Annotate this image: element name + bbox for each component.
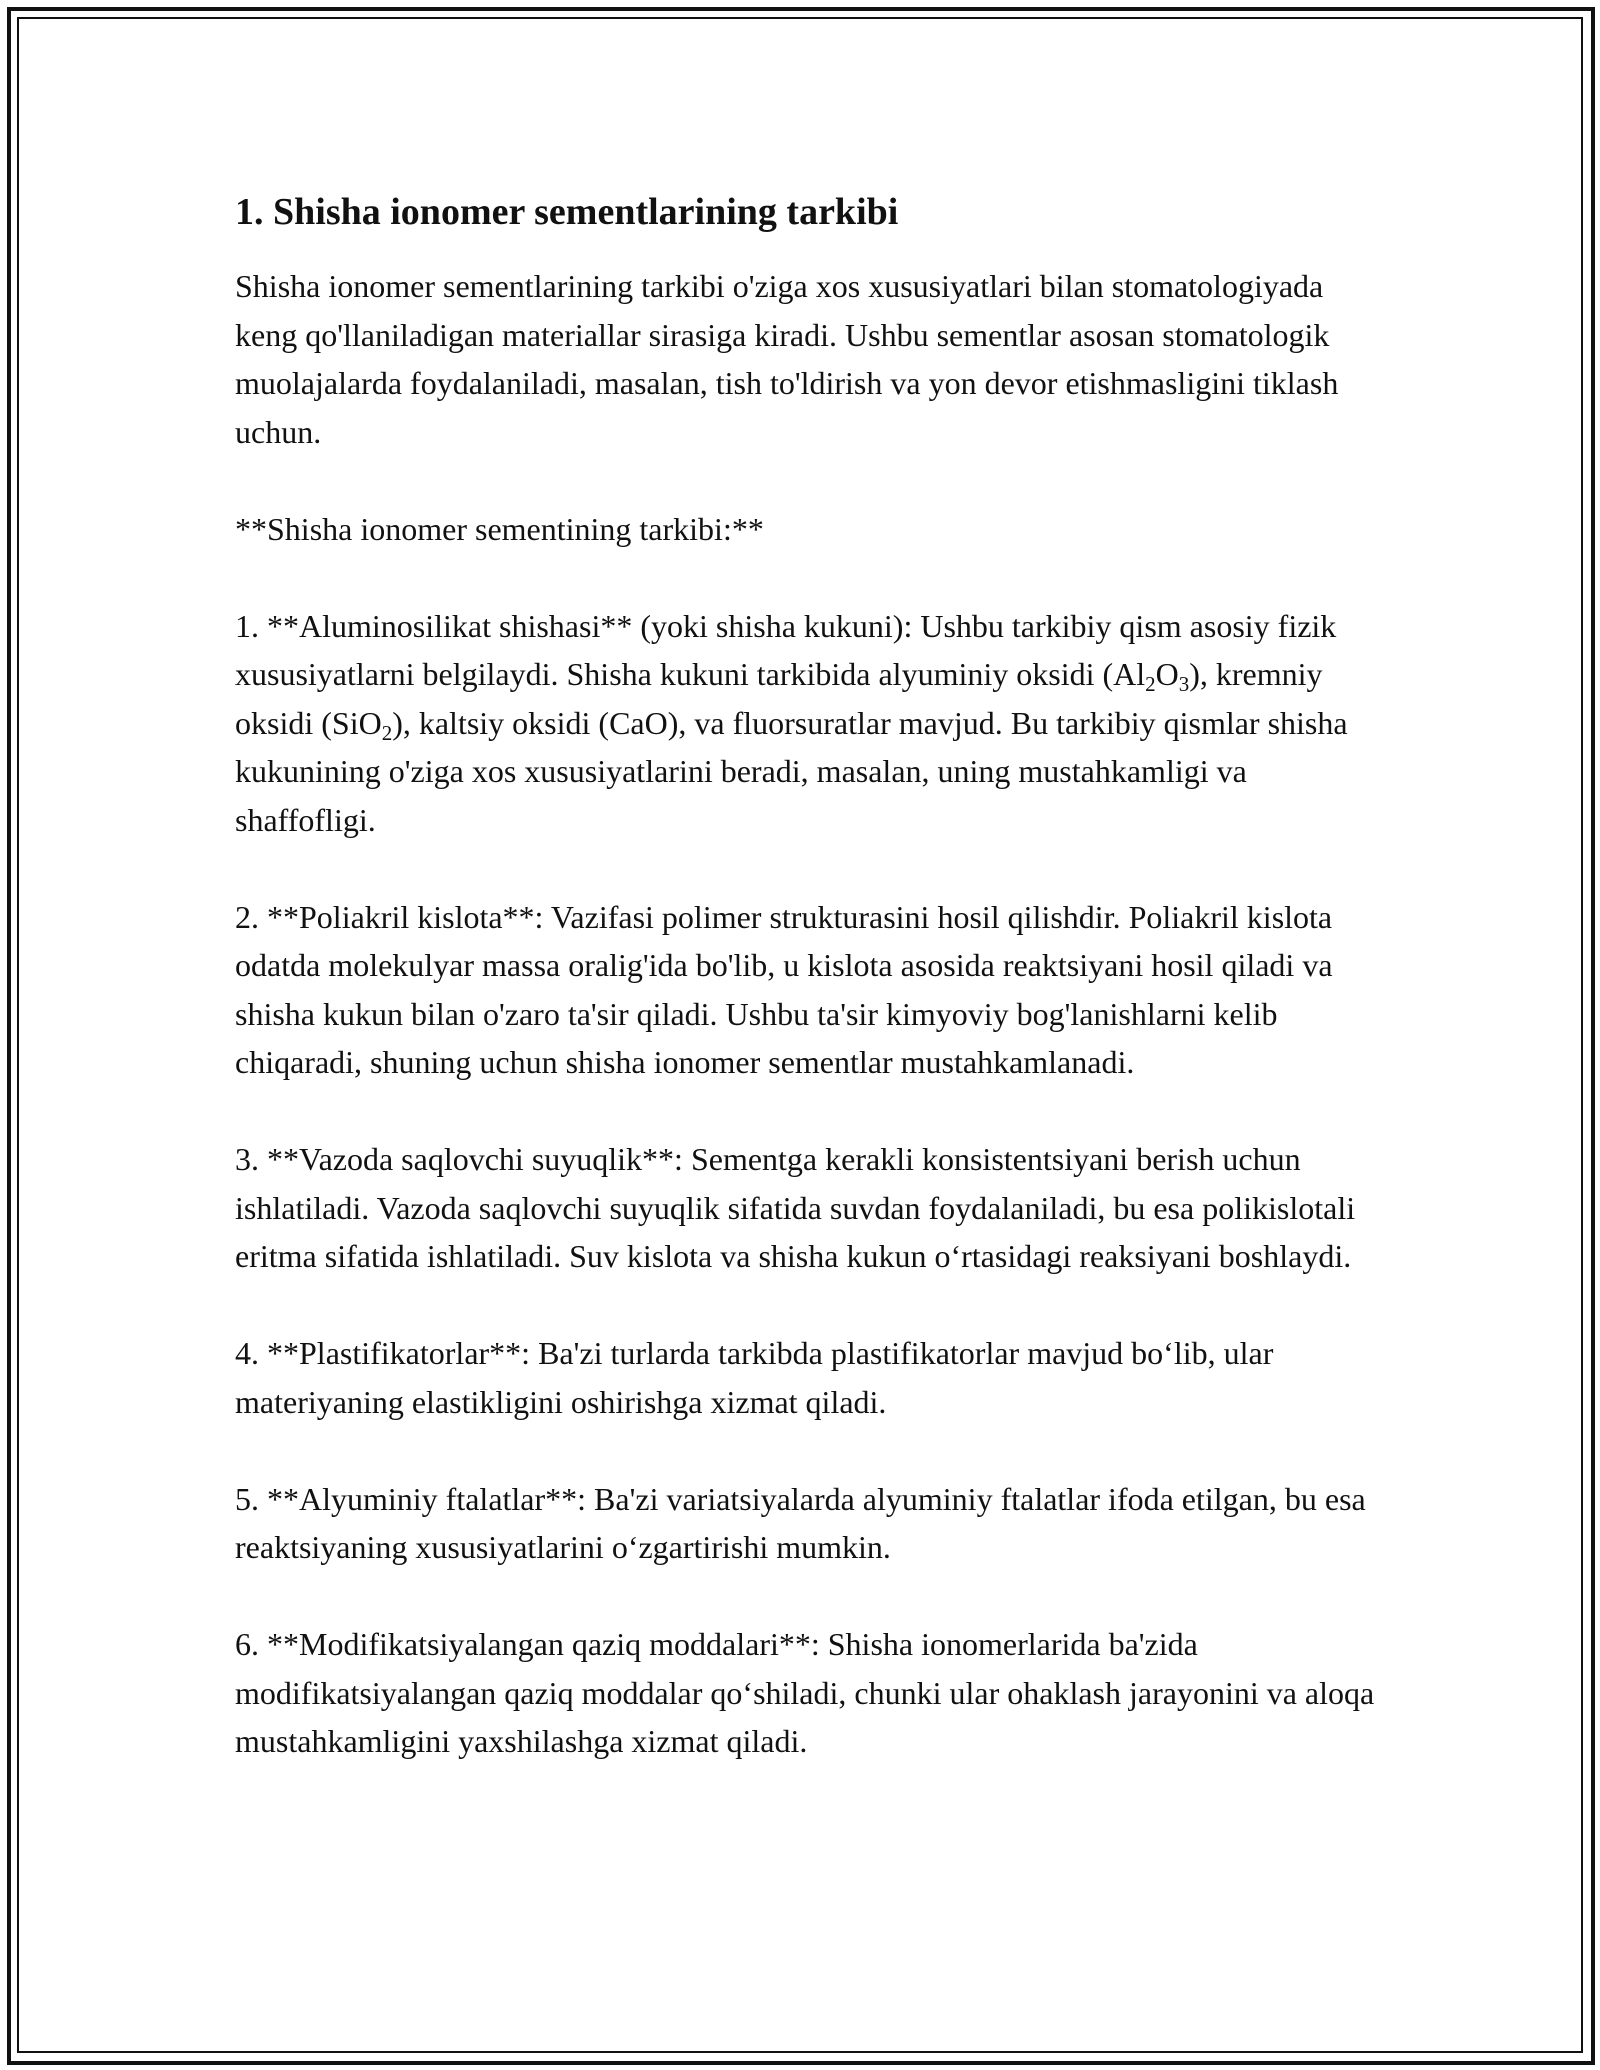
list-item-aluminosilicate-glass <box>235 602 1385 845</box>
item1-text-a: 1. **Aluminosilikat shishasi** (yoki shisha kukuni): Ushbu tarkibiy qism asosiy fizik xususiyatlarni belgilaydi. Shisha kukuni tarkibida alyuminiy oksidi (Al <box>235 607 1337 692</box>
list-item-liquid: 3. **Vazoda saqlovchi suyuqlik**: Sementga kerakli konsistentsiyani berish uchun ishlatiladi. Vazoda saqlovchi suyuqlik sifatida suvdan foydalaniladi, bu esa polikislotali eritma sifatida ishlatiladi. Suv kislota va shisha kukun o‘rtasidagi reaksiyani boshlaydi. <box>235 1141 1356 1274</box>
item1-subscript-a: 2 <box>1145 672 1156 696</box>
item1-text-d: ), kaltsiy oksidi (CaO), va fluorsuratlar mavjud. Bu tarkibiy qismlar shisha kukunining o'ziga xos xususiyatlarini beradi, masalan, uning mustahkamligi va shaffofligi. <box>235 704 1348 838</box>
list-item-polyacrylic-acid: 2. **Poliakril kislota**: Vazifasi polimer strukturasini hosil qilishdir. Poliakril kislota odatda molekulyar massa oralig'ida bo'lib, u kislota asosida reaktsiyani hosil qiladi va shisha kukun bilan o'zaro ta'sir qiladi. Ushbu ta'sir kimyoviy bog'lanishlarni kelib chiqaradi, shuning uchun shisha ionomer sementlar mustahkamlanadi. <box>235 898 1333 1080</box>
item1-subscript-c: 2 <box>381 720 393 745</box>
list-item-aluminium-phthalates: 5. **Alyuminiy ftalatlar**: Ba'zi variatsiyalarda alyuminiy ftalatlar ifoda etilgan, bu esa reaktsiyaning xususiyatlarini o‘zgartirishi mumkin. <box>235 1480 1366 1565</box>
section-title: 1. Shisha ionomer sementlarining tarkibi <box>235 191 899 233</box>
intro-paragraph: Shisha ionomer sementlarining tarkibi o'ziga xos xususiyatlari bilan stomatologiyada keng qo'llaniladigan materiallar sirasiga kiradi. Ushbu sementlar asosan stomatologik muolajalarda foydalaniladi, masalan, tish to'ldirish va yon devor etishmasligini tiklash uchun. <box>235 268 1339 450</box>
document-body <box>235 186 1385 1814</box>
list-item-modified-substances: 6. **Modifikatsiyalangan qaziq moddalari**: Shisha ionomerlarida ba'zida modifikatsiyalangan qaziq moddalar qo‘shiladi, chunki ular ohaklash jarayonini va aloqa mustahkamligini yaxshilashga xizmat qiladi. <box>235 1626 1375 1759</box>
composition-subheading: **Shisha ionomer sementining tarkibi:** <box>235 510 764 547</box>
item1-subscript-b: 3 <box>1178 672 1190 696</box>
list-item-plasticizers: 4. **Plastifikatorlar**: Ba'zi turlarda tarkibda plastifikatorlar mavjud bo‘lib, ular materiyaning elastikligini oshirishga xizmat qiladi. <box>235 1335 1274 1420</box>
item1-text-b: O <box>1155 656 1179 692</box>
item1-text-c: ), kremniy oksidi (SiO <box>235 656 1323 741</box>
